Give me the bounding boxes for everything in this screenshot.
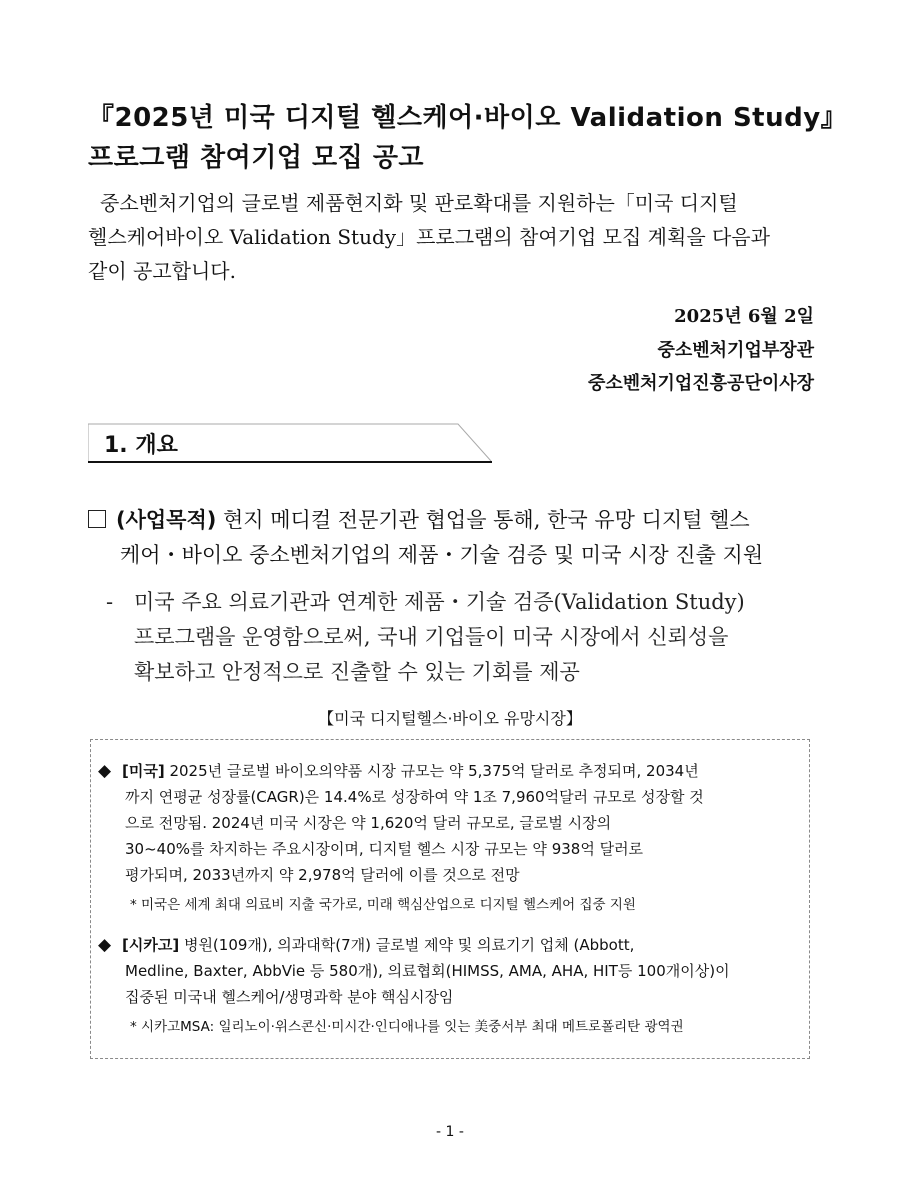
purpose-line: 케어・바이오 중소벤처기업의 제품・기술 검증 및 미국 시장 진출 지원: [120, 543, 764, 567]
intro-text: 헬스케어바이오 Validation Study」프로그램의 참여기업 모집 계획을 다음과: [88, 225, 770, 249]
intro-text: 중소벤처기업의 글로벌 제품현지화 및 판로확대를 지원하는「미국 디지털: [100, 191, 738, 215]
bullet-lead: [미국]: [122, 762, 165, 780]
purpose-label: (사업목적): [116, 508, 217, 532]
market-item-chicago: [98, 932, 804, 1010]
purpose-text: 현지 메디컬 전문기관 협업을 통해, 한국 유망 디지털 헬스: [216, 508, 750, 532]
bullet-line: 까지 연평균 성장률(CAGR)은 14.4%로 성장하여 약 1조 7,960억달러 규모로 성장할 것: [125, 788, 704, 806]
bullet-line: [98, 932, 804, 958]
market-note-usa: * 미국은 세계 최대 의료비 지출 국가로, 미래 핵심산업으로 디지털 헬스케어 집중 지원: [130, 897, 636, 913]
bullet-line: 평가되며, 2033년까지 약 2,978억 달러에 이를 것으로 전망: [125, 866, 520, 884]
market-note-chicago: * 시카고MSA: 일리노이·위스콘신·미시간·인디애나를 잇는 美중서부 최대 메트로폴리탄 광역권: [130, 1019, 684, 1035]
document-title-line2: 프로그램 참여기업 모집 공고: [88, 143, 425, 173]
bullet-line: [98, 758, 804, 784]
purpose-block: [88, 503, 818, 573]
black-diamond-icon: ◆: [98, 761, 112, 781]
page-number: - 1 -: [436, 1124, 464, 1140]
detail-line: 확보하고 안정적으로 진출할 수 있는 기회를 제공: [134, 660, 580, 684]
announcement-date: 2025년 6월 2일: [674, 306, 814, 327]
bullet-line: 30~40%를 차지하는 주요시장이며, 디지털 헬스 시장 규모는 약 938억 달러로: [125, 840, 644, 858]
intro-line: [88, 186, 818, 220]
bullet-line: 집중된 미국내 헬스케어/생명과학 분야 핵심시장임: [125, 988, 454, 1006]
issuer-agency: 중소벤처기업진흥공단이사장: [587, 373, 814, 394]
market-item-usa: [98, 758, 804, 888]
purpose-detail: [106, 585, 818, 690]
intro-line: [88, 220, 818, 254]
intro-text: 같이 공고합니다.: [88, 259, 236, 283]
bullet-line: Medline, Baxter, AbbVie 등 580개), 의료협회(HIMSS, AMA, AHA, HIT등 100개이상)이: [125, 962, 730, 980]
issuer-ministry: 중소벤처기업부장관: [657, 340, 814, 361]
section-title: 1. 개요: [104, 433, 178, 458]
black-diamond-icon: ◆: [98, 935, 112, 955]
bullet-lead: [시카고]: [122, 936, 180, 954]
bullet-line: 으로 전망됨. 2024년 미국 시장은 약 1,620억 달러 규모로, 글로벌 시장의: [125, 814, 612, 832]
intro-paragraph: [88, 186, 818, 288]
checkbox-icon: [88, 510, 106, 528]
purpose-line: [88, 503, 818, 538]
market-box-caption: 【미국 디지털헬스·바이오 유망시장】: [318, 709, 582, 728]
intro-line: [88, 254, 818, 288]
detail-line: 프로그램을 운영함으로써, 국내 기업들이 미국 시장에서 신뢰성을: [134, 625, 729, 649]
detail-text: 미국 주요 의료기관과 연계한 제품・기술 검증(Validation Study): [134, 590, 745, 614]
bullet-text: 병원(109개), 의과대학(7개) 글로벌 제약 및 의료기기 업체 (Abbott,: [179, 936, 635, 954]
dash-marker: -: [106, 590, 114, 614]
document-title-line1: 『2025년 미국 디지털 헬스케어·바이오 Validation Study』: [88, 103, 848, 133]
detail-line: [106, 585, 818, 620]
bullet-text: 2025년 글로벌 바이오의약품 시장 규모는 약 5,375억 달러로 추정되며, 2034년: [164, 762, 699, 780]
